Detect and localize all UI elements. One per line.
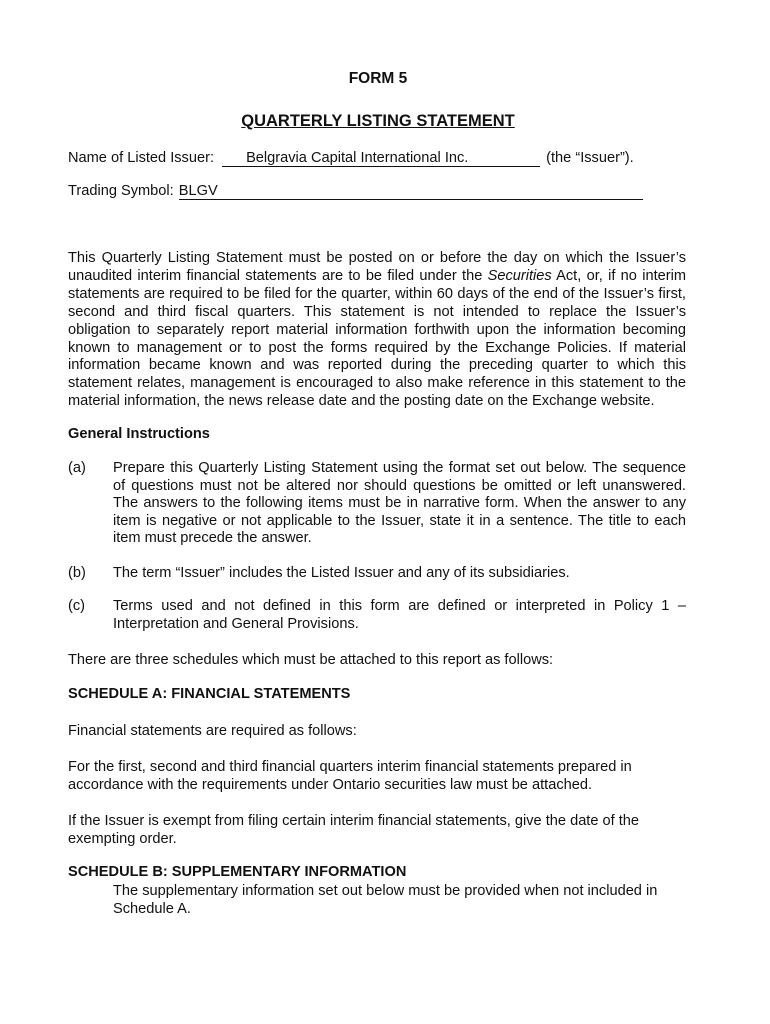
item-text-c: Terms used and not defined in this form are defined or interpreted in Policy 1 – Interpretation and General Provisions. (113, 598, 686, 632)
issuer-name-row (68, 150, 634, 167)
schedule-b-heading: SCHEDULE B: SUPPLEMENTARY INFORMATION (68, 864, 407, 880)
trading-symbol-value: BLGV (178, 183, 218, 199)
issuer-name-field[interactable] (222, 151, 540, 167)
schedule-b-p1: The supplementary information set out below must be provided when not included in Schedule A. (113, 883, 658, 917)
page-title: QUARTERLY LISTING STATEMENT (241, 112, 515, 130)
general-instructions-heading: General Instructions (68, 426, 210, 442)
item-text-a: Prepare this Quarterly Listing Statement using the format set out below. The sequence of questions must not be altered nor should questions be omitted or left unanswered. The answers to the following items must be in narrative form. When the answer to any item is negative or not applicable to the Issuer, state it in a sentence. The title to each item must precede the answer. (113, 460, 686, 546)
form-number: FORM 5 (348, 70, 408, 87)
schedule-a-p1: Financial statements are required as follows: (68, 723, 357, 739)
trading-symbol-label: Trading Symbol: (68, 183, 174, 199)
item-label-b: (b) (68, 565, 86, 581)
item-label-a: (a) (68, 460, 86, 476)
schedule-a-p2: For the first, second and third financial quarters interim financial statements prepared in accordance with the requirements under Ontario securities law must be attached. (68, 759, 632, 793)
schedule-a-heading: SCHEDULE A: FINANCIAL STATEMENTS (68, 686, 351, 702)
intro-paragraph (68, 250, 686, 411)
trading-symbol-row (68, 183, 643, 200)
issuer-name-label: Name of Listed Issuer: (68, 150, 215, 166)
trading-symbol-field[interactable] (179, 184, 643, 200)
intro-text-part1: This Quarterly Listing Statement must be posted on or before the day on which the Issuer’s unaudited interim financial statements are to be filed under the (68, 250, 686, 284)
act-name: Securities (487, 267, 552, 284)
issuer-name-suffix: (the “Issuer”). (546, 150, 634, 166)
schedules-note: There are three schedules which must be attached to this report as follows: (68, 652, 554, 668)
item-text-b: The term “Issuer” includes the Listed Issuer and any of its subsidiaries. (113, 565, 570, 581)
intro-text-part2: Act, or, if no interim statements are required to be filed for the quarter, within 60 days of the end of the Issuer’s first, second and third fiscal quarters. This statement is not intended to replace the Issuer’s obligation to separately report material information forthwith upon the information becoming known to management or to post the forms required by the Exchange Policies. If material information became known and was reported during the preceding quarter to which this statement relates, management is encouraged to also make reference in this statement to the material information, the news release date and the posting date on the Exchange website. (68, 267, 686, 410)
schedule-a-p3: If the Issuer is exempt from filing certain interim financial statements, give the date of the exempting order. (68, 813, 640, 847)
issuer-name-value: Belgravia Capital International Inc. (246, 150, 469, 166)
item-label-c: (c) (68, 598, 86, 614)
